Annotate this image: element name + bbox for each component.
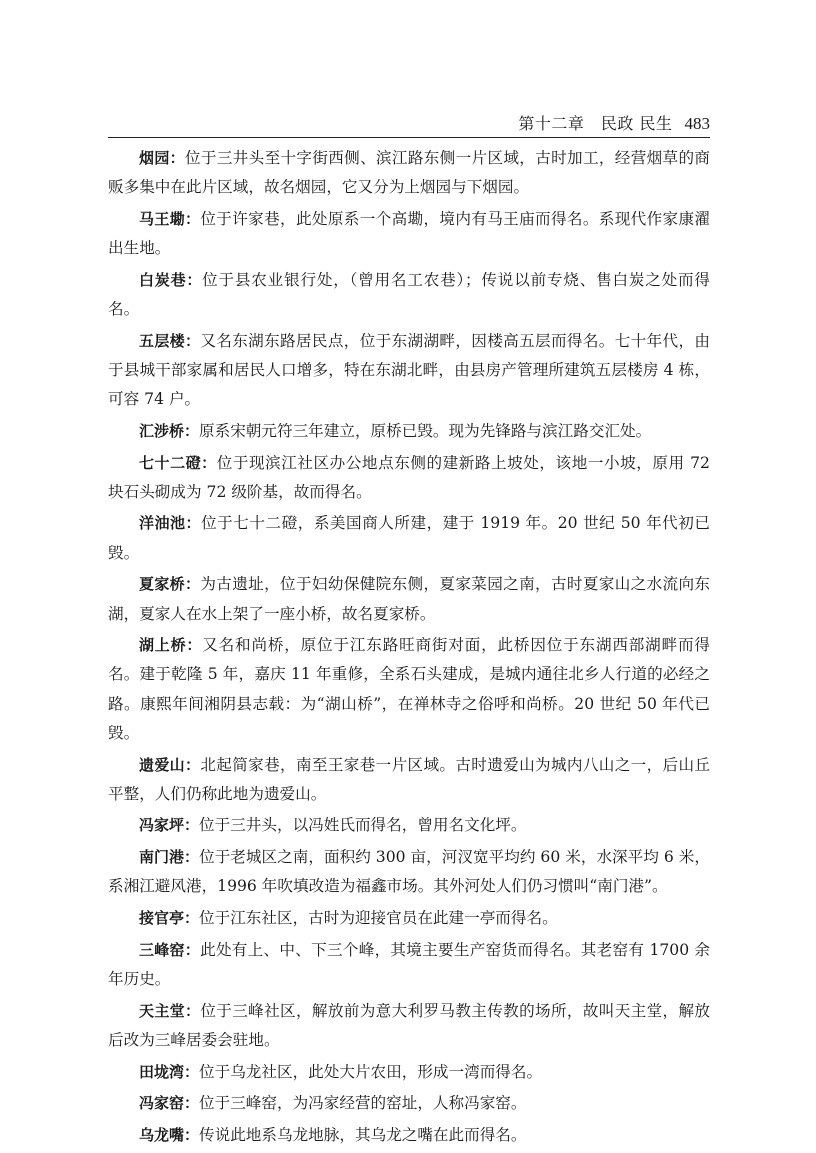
entry-text: 位于许家巷，此处原系一个高墈，境内有马王庙而得名。系现代作家康濯出生地。	[108, 209, 710, 258]
entry-term: 冯家坪：	[139, 816, 200, 835]
entry-nanmengang	[108, 843, 710, 901]
entry-term: 南门港：	[139, 848, 200, 867]
chapter-title: 第十二章 民政 民生	[518, 114, 673, 133]
entry-jieguanting	[108, 904, 710, 933]
header-rule	[108, 137, 710, 138]
entry-text: 位于老城区之南，面积约 300 亩，河汊宽平均约 60 米，水深平均 6 米，系湘江避风港，1996 年吹填改造为福鑫市场。其外河处人们仍习惯叫“南门港”。	[108, 848, 710, 896]
entry-sanfengyao	[108, 936, 710, 994]
entry-yangyouchi	[108, 509, 710, 567]
entry-term: 夏家桥：	[139, 575, 201, 594]
entry-huisheqiao	[108, 417, 710, 446]
entry-term: 冯家窑：	[139, 1094, 200, 1113]
entry-fengjiaping	[108, 811, 710, 840]
entry-text: 传说此地系乌龙地脉，其乌龙之嘴在此而得名。	[199, 1126, 527, 1144]
entry-text: 位于三井头至十字街西侧、滨江路东侧一片区域，古时加工，经营烟草的商贩多集中在此片区域，故名烟园，它又分为上烟园与下烟园。	[108, 149, 710, 197]
entry-text: 此处有上、中、下三个峰，其境主要生产窑货而得名。其老窑有 1700 余年历史。	[108, 940, 710, 988]
entry-text: 位于三峰社区，解放前为意大利罗马教主传教的场所，故叫天主堂，解放后改为三峰居委会驻地。	[108, 1001, 710, 1049]
entry-text: 又名东湖东路居民点，位于东湖湖畔，因楼高五层而得名。七十年代，由于县城干部家属和居民人口增多，特在东湖北畔，由县房产管理所建筑五层楼房 4 栋，可容 74 户。	[108, 331, 710, 409]
entry-text: 位于县农业银行处，（曾用名工农巷）；传说以前专烧、售白炭之处而得名。	[108, 270, 710, 319]
entry-term: 烟园：	[139, 149, 185, 167]
entry-list	[108, 144, 710, 1153]
entry-wulongzui	[108, 1121, 710, 1150]
entry-tianlongwan	[108, 1058, 710, 1087]
entry-fengjiayao	[108, 1089, 710, 1118]
entry-mawangkan	[108, 205, 710, 263]
entry-wucenglou	[108, 327, 710, 415]
entry-tianzhutang	[108, 997, 710, 1055]
entry-term: 接官亭：	[139, 909, 200, 928]
entry-text: 位于三井头，以冯姓氏而得名，曾用名文化坪。	[199, 816, 527, 835]
entry-term: 天主堂：	[139, 1001, 201, 1020]
entry-text: 又名和尚桥，原位于江东路旺商街对面，此桥因位于东湖西部湖畔而得名。建于乾隆 5 年，嘉庆 11 年重修，全系石头建成，是城内通往北乡人行道的必经之路。康熙年间湘阴县志载：为“湖山桥”，在禅林寺之俗呼和尚桥。20 世纪 50 年代已毁。	[108, 636, 710, 742]
entry-term: 遗爱山：	[139, 755, 201, 774]
entry-text: 为古遗址，位于妇幼保健院东侧，夏家菜园之南，古时夏家山之水流向东湖，夏家人在水上架了一座小桥，故名夏家桥。	[108, 575, 710, 623]
page-number: 483	[684, 114, 710, 133]
entry-term: 汇涉桥：	[139, 421, 200, 440]
entry-term: 湖上桥：	[139, 636, 203, 655]
entry-term: 洋油池：	[139, 514, 202, 533]
entry-text: 位于七十二磴，系美国商人所建，建于 1919 年。20 世纪 50 年代初已毁。	[108, 514, 710, 562]
entry-yanyuan	[108, 144, 710, 202]
entry-term: 三峰窑：	[139, 940, 201, 959]
entry-text: 北起简家巷，南至王家巷一片区域。古时遗爱山为城内八山之一，后山丘平整，人们仍称此地为遗爱山。	[108, 755, 710, 803]
entry-text: 位于三峰窑，为冯家经营的窑址，人称冯家窑。	[199, 1094, 527, 1113]
entry-term: 白炭巷：	[139, 270, 203, 289]
entry-term: 乌龙嘴：	[139, 1126, 200, 1144]
entry-term: 马王墈：	[139, 209, 201, 228]
entry-yiaishan	[108, 751, 710, 809]
running-header	[108, 112, 710, 136]
entry-term: 七十二磴：	[139, 453, 217, 472]
entry-xiajiaqiao	[108, 570, 710, 628]
entry-text: 位于江东社区，古时为迎接官员在此建一亭而得名。	[199, 909, 558, 928]
entry-text: 位于乌龙社区，此处大片农田，形成一湾而得名。	[199, 1062, 543, 1081]
entry-term: 五层楼：	[139, 331, 201, 350]
entry-baitanxiang	[108, 266, 710, 324]
entry-hushangqiao	[108, 631, 710, 748]
entry-qishierdeng	[108, 449, 710, 507]
entry-text: 位于现滨江社区办公地点东侧的建新路上坡处，该地一小坡，原用 72 块石头砌成为 72 级阶基，故而得名。	[108, 453, 710, 501]
entry-text: 原系宋朝元符三年建立，原桥已毁。现为先锋路与滨江路交汇处。	[199, 421, 652, 440]
entry-term: 田垅湾：	[139, 1062, 200, 1081]
